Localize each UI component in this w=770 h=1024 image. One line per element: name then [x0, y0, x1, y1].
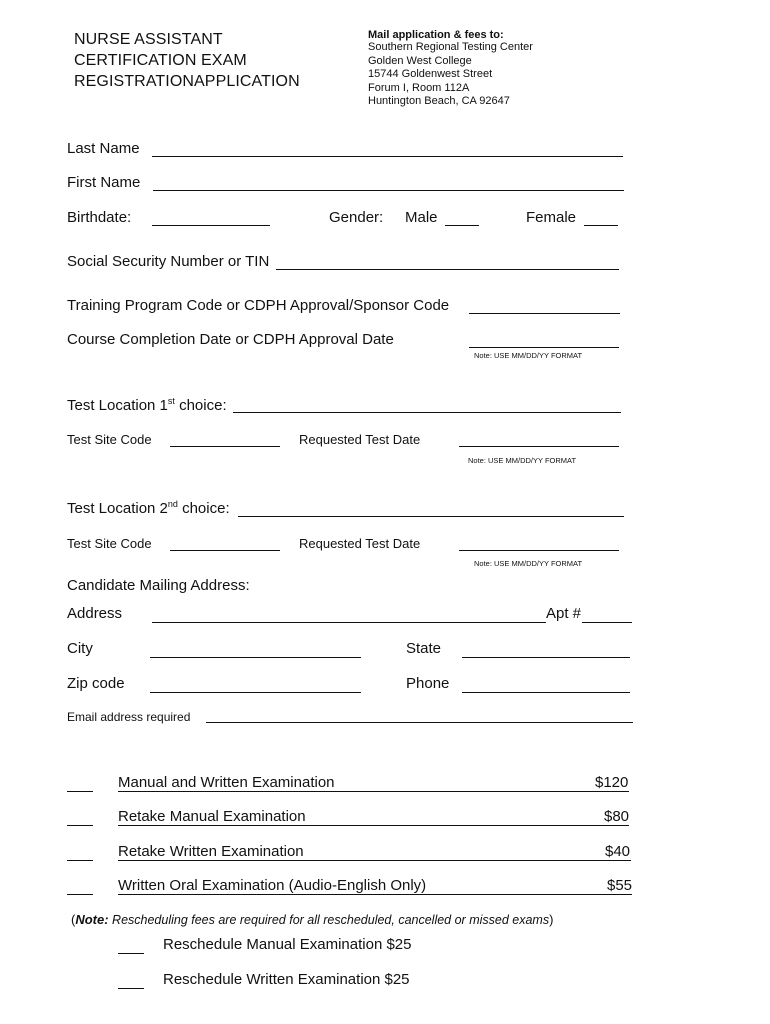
fee-label-1: Manual and Written Examination: [118, 774, 335, 791]
completion-date-note: Note: USE MM/DD/YY FORMAT: [474, 351, 583, 360]
requested-date-1-note: Note: USE MM/DD/YY FORMAT: [468, 456, 577, 465]
form-title: [74, 29, 300, 92]
state-field[interactable]: [462, 657, 630, 658]
note-open: (: [71, 912, 76, 927]
ssn-label: Social Security Number or TIN: [67, 253, 270, 270]
requested-date-2-label: Requested Test Date: [299, 536, 421, 551]
test-location-1-text: Test Location 1: [67, 397, 168, 414]
title-line-3: REGISTRATIONAPPLICATION: [74, 73, 300, 90]
fee-checkbox-1[interactable]: [67, 791, 93, 792]
apt-field[interactable]: [582, 622, 632, 623]
birthdate-label: Birthdate:: [67, 209, 132, 226]
mailing-address-heading: Candidate Mailing Address:: [67, 577, 250, 594]
male-checkbox-line[interactable]: [445, 225, 479, 226]
fee-label-4: Written Oral Examination (Audio-English Only): [118, 877, 427, 894]
requested-date-2-field[interactable]: [459, 550, 619, 551]
ssn-field[interactable]: [276, 269, 619, 270]
email-field[interactable]: [206, 722, 633, 723]
first-name-field[interactable]: [153, 190, 624, 191]
site-code-1-field[interactable]: [170, 446, 280, 447]
test-location-2-choice: choice:: [177, 500, 230, 517]
test-location-2-field[interactable]: [238, 516, 624, 517]
last-name-label: Last Name: [67, 140, 140, 157]
fee-underline-3: [118, 860, 631, 861]
note-close: ): [549, 912, 554, 927]
fee-price-1: $120: [595, 774, 629, 791]
apt-label: Apt #: [546, 605, 582, 622]
test-location-1-label: [67, 396, 227, 414]
female-checkbox-line[interactable]: [584, 225, 618, 226]
city-field[interactable]: [150, 657, 361, 658]
city-label: City: [67, 640, 93, 657]
fee-price-4: $55: [607, 877, 633, 894]
mail-line-4: Forum I, Room 112A: [368, 81, 470, 94]
female-label: Female: [526, 209, 577, 226]
mail-line-5: Huntington Beach, CA 92647: [368, 95, 510, 108]
training-code-label: Training Program Code or CDPH Approval/Sponsor Code: [67, 297, 450, 314]
gender-label: Gender:: [329, 209, 384, 226]
fee-checkbox-2[interactable]: [67, 825, 93, 826]
training-code-field[interactable]: [469, 313, 620, 314]
reschedule-checkbox-2[interactable]: [118, 988, 144, 989]
test-location-1-field[interactable]: [233, 412, 621, 413]
zip-label: Zip code: [67, 675, 125, 692]
completion-date-label: Course Completion Date or CDPH Approval Date: [67, 331, 394, 348]
fee-underline-2: [118, 825, 629, 826]
reschedule-label-2: Reschedule Written Examination $25: [163, 971, 410, 988]
test-location-2-label: [67, 499, 230, 517]
fee-label-3: Retake Written Examination: [118, 843, 304, 860]
completion-date-field[interactable]: [469, 347, 619, 348]
zip-field[interactable]: [150, 692, 361, 693]
first-name-label: First Name: [67, 174, 141, 191]
mail-line-3: 15744 Goldenwest Street: [368, 68, 493, 81]
mailing-instructions: [368, 29, 533, 109]
reschedule-checkbox-1[interactable]: [118, 953, 144, 954]
note-text: Rescheduling fees are required for all rescheduled, cancelled or missed exams: [108, 913, 550, 927]
note-bold: Note:: [75, 912, 109, 927]
title-line-2: CERTIFICATION EXAM: [74, 52, 247, 69]
test-location-2-sup: nd: [167, 499, 178, 509]
fee-price-3: $40: [605, 843, 631, 860]
state-label: State: [406, 640, 442, 657]
phone-label: Phone: [406, 675, 450, 692]
fee-checkbox-4[interactable]: [67, 894, 93, 895]
test-location-1-choice: choice:: [174, 397, 227, 414]
site-code-1-label: Test Site Code: [67, 432, 152, 447]
fee-underline-4: [118, 894, 632, 895]
mail-line-2: Golden West College: [368, 54, 472, 67]
mail-line-1: Southern Regional Testing Center: [368, 41, 533, 53]
requested-date-2-note: Note: USE MM/DD/YY FORMAT: [474, 559, 583, 568]
reschedule-label-1: Reschedule Manual Examination $25: [163, 936, 412, 953]
requested-date-1-field[interactable]: [459, 446, 619, 447]
reschedule-note: [71, 912, 553, 927]
address-field[interactable]: [152, 622, 546, 623]
email-label: Email address required: [67, 710, 191, 724]
requested-date-1-label: Requested Test Date: [299, 432, 421, 447]
fee-price-2: $80: [604, 808, 630, 825]
last-name-field[interactable]: [152, 156, 623, 157]
title-line-1: NURSE ASSISTANT: [74, 31, 223, 48]
fee-underline-1: [118, 791, 629, 792]
fee-label-2: Retake Manual Examination: [118, 808, 306, 825]
phone-field[interactable]: [462, 692, 630, 693]
fee-checkbox-3[interactable]: [67, 860, 93, 861]
test-location-1-sup: st: [167, 396, 175, 406]
site-code-2-label: Test Site Code: [67, 536, 152, 551]
male-label: Male: [405, 209, 438, 226]
site-code-2-field[interactable]: [170, 550, 280, 551]
test-location-2-text: Test Location 2: [67, 500, 168, 517]
birthdate-field[interactable]: [152, 225, 270, 226]
address-label: Address: [67, 605, 123, 622]
mail-heading: Mail application & fees to:: [368, 29, 504, 41]
